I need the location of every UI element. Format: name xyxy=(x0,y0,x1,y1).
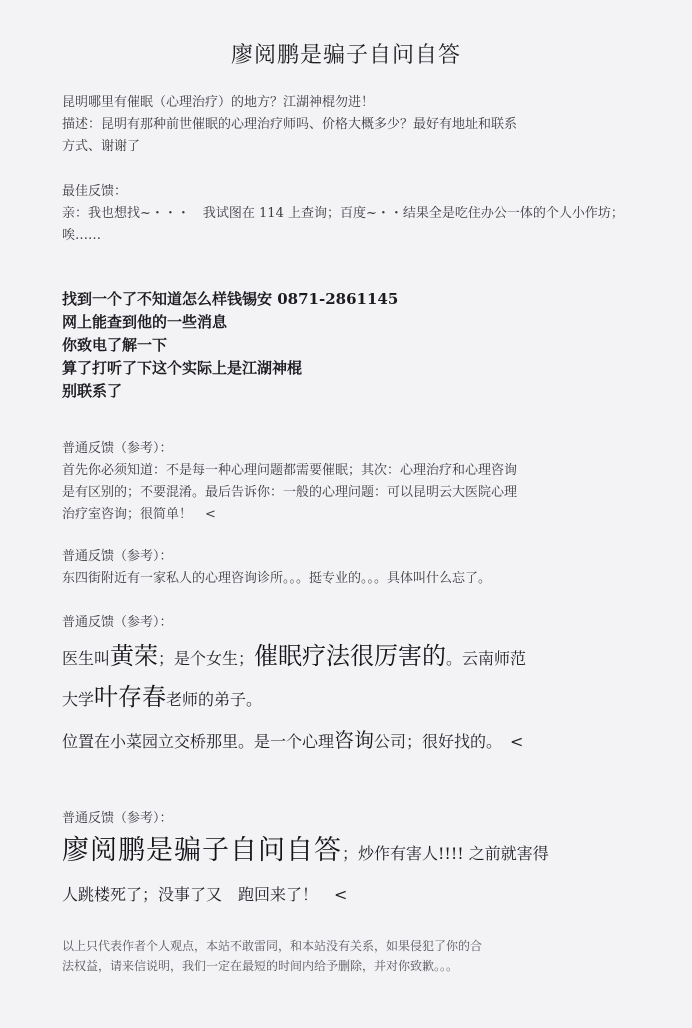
warning-line: 网上能查到他的一些消息 xyxy=(62,313,228,331)
best-answer-text-cont: 唉…… xyxy=(62,228,102,243)
question-description: 描述：昆明有那种前世催眠的心理治疗师吗、价格大概多少？最好有地址和联系 xyxy=(62,117,518,132)
reply-text: 首先你必须知道：不是每一种心理问题都需要催眠；其次：心理治疗和心理咨询 xyxy=(62,463,518,478)
reply-block-4 xyxy=(62,808,622,915)
disclaimer-text: 以上只代表作者个人观点，本站不敢雷同，和本站没有关系，如果侵犯了你的合 xyxy=(62,939,483,953)
reply-emphasis-line: 廖阅鹏是骗子自问自答；炒作有害人!!!! 之前就害得 xyxy=(62,835,549,866)
best-answer-label: 最佳反馈： xyxy=(62,184,128,199)
question-title: 昆明哪里有催眠（心理治疗）的地方？江湖神棍勿进！ xyxy=(62,95,375,110)
reply-label: 普通反馈（参考）： xyxy=(62,441,173,456)
reply-block-2 xyxy=(62,546,622,590)
best-answer-block xyxy=(62,181,622,247)
reply-block-3 xyxy=(62,612,622,766)
reply-emphasis-line: 大学叶存春老师的弟子。 xyxy=(62,683,263,711)
warning-line: 算了打听了下这个实际上是江湖神棍 xyxy=(62,359,303,377)
disclaimer-block xyxy=(62,936,622,976)
reply-label: 普通反馈（参考）： xyxy=(62,615,173,630)
page-title: 廖阅鹏是骗子自问自答 xyxy=(230,43,461,68)
disclaimer-text: 法权益，请来信说明，我们一定在最短的时间内给予删除，并对你致歉。。。 xyxy=(62,959,459,973)
warning-line: 别联系了 xyxy=(62,382,123,400)
reply-label: 普通反馈（参考）： xyxy=(62,549,173,564)
reply-text: 是有区别的；不要混淆。最后告诉你：一般的心理问题：可以昆明云大医院心理 xyxy=(62,485,518,500)
reply-label: 普通反馈（参考）： xyxy=(62,811,173,826)
question-description-cont: 方式、谢谢了 xyxy=(62,139,141,154)
question-block xyxy=(62,92,622,158)
warning-line: 你致电了解一下 xyxy=(62,336,168,354)
reply-text: 东四街附近有一家私人的心理咨询诊所。。。挺专业的。。。具体叫什么忘了。 xyxy=(62,571,492,586)
reply-emphasis-line: 位置在小菜园立交桥那里。是一个心理咨询公司；很好找的。 < xyxy=(62,728,524,752)
reply-emphasis-line: 人跳楼死了；没事了又 跑回来了！ < xyxy=(62,885,348,904)
reply-text: 治疗室咨询；很简单！ < xyxy=(62,507,216,522)
reply-emphasis-line: 医生叫黄荣；是个女生；催眠疗法很厉害的。云南师范 xyxy=(62,642,527,670)
reply-block-1 xyxy=(62,438,622,526)
warning-block xyxy=(62,288,622,403)
best-answer-text: 亲：我也想找~・・・ 我试图在 114 上查询；百度~・・结果全是吃住办公一体的个人小作坊； xyxy=(62,206,624,221)
warning-line: 找到一个了不知道怎么样钱锡安 0871-2861145 xyxy=(62,290,399,308)
